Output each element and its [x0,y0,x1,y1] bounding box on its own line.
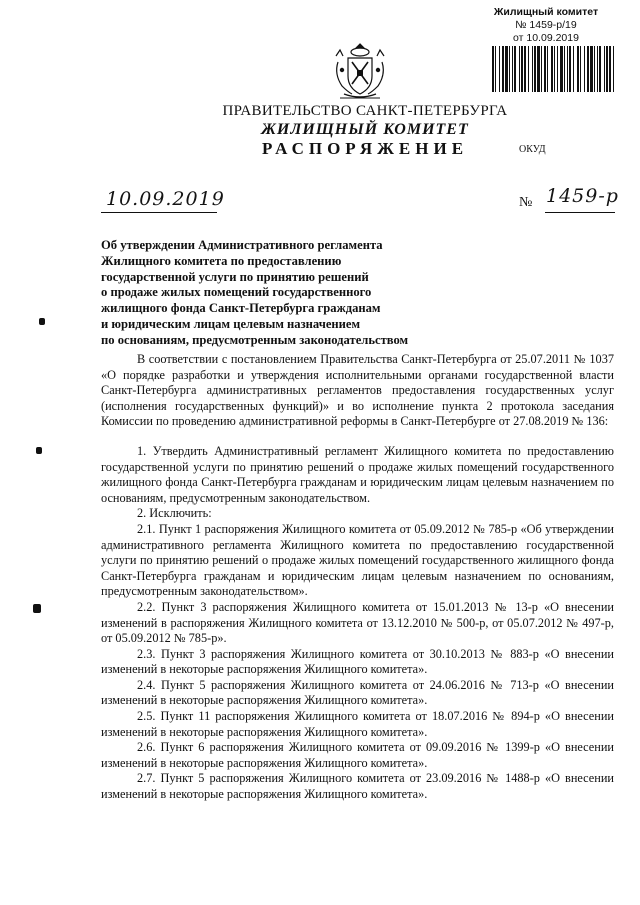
barcode-bar [495,46,496,92]
barcode-bar [524,46,526,92]
stamp-number: № 1459-р/19 [515,19,577,31]
item-1: 1. Утвердить Административный регламент Жилищного комитета по предоставлению государственной услуги по принятию решений о продаже жилых помещений государственного жилищного фонда Санкт-Петербурга гражданам и юридическим лицам целевым назначением по основаниям, предусмотренным законодательством. [101,443,614,505]
margin-mark [33,604,41,613]
title-line: о продаже жилых помещений государственного [101,285,372,300]
barcode-bar [560,46,563,92]
barcode-bar [594,46,595,92]
barcode-bar [597,46,598,92]
barcode-bar [509,46,510,92]
barcode-bar [532,46,533,92]
barcode-bar [547,46,548,92]
item-2: 2. Исключить: [137,506,212,521]
handwritten-date: 10.09.2019 [106,188,225,210]
barcode-bar [551,46,553,92]
barcode-bar [502,46,504,92]
barcode-bar [544,46,546,92]
barcode-bar [573,46,574,92]
title-line: и юридическим лицам целевым назначением [101,316,361,331]
title-line: государственной услуги по принятию решений [101,269,369,284]
handwritten-number: 1459-р [546,185,619,207]
barcode-bar [537,46,540,92]
stamp-org: Жилищный комитет [493,6,599,18]
barcode-bar [534,46,536,92]
government-name: ПРАВИТЕЛЬСТВО САНКТ-ПЕТЕРБУРГА [222,103,508,119]
barcode-bar [599,46,601,92]
margin-mark [39,318,45,325]
barcode-bar [512,46,513,92]
date-underline [101,212,217,213]
barcode-bar [528,46,529,92]
barcode-bar [514,46,516,92]
barcode-bar [492,46,494,92]
barcode-bar [569,46,571,92]
item-2-5: 2.5. Пункт 11 распоряжения Жилищного комитета от 18.07.2016 № 894-р «О внесении изменений в некоторые распоряжения Жилищного комитета». [101,709,614,739]
document-title [101,238,441,349]
barcode-bar [580,46,581,92]
item-2-6: 2.6. Пункт 6 распоряжения Жилищного комитета от 09.09.2016 № 1399-р «О внесении изменений в некоторые распоряжения Жилищного комитета». [101,740,614,770]
barcode-bar [499,46,500,92]
title-line: Жилищного комитета по предоставлению [101,253,342,268]
number-underline [545,212,615,213]
document-type: РАСПОРЯЖЕНИЕ [261,139,469,158]
stamp-date: от 10.09.2019 [513,32,579,44]
margin-mark [36,447,42,454]
title-line: Об утверждении Административного регламента [101,238,383,252]
committee-name: ЖИЛИЩНЫЙ КОМИТЕТ [261,121,469,138]
item-2-4: 2.4. Пункт 5 распоряжения Жилищного комитета от 24.06.2016 № 713-р «О внесении изменений в некоторые распоряжения Жилищного комитета». [101,677,614,708]
barcode-bar [606,46,608,92]
item-2-2: 2.2. Пункт 3 распоряжения Жилищного комитета от 15.01.2013 № 13-р «О внесении изменений в распоряжения Жилищного комитета от 13.12.2010 № 500-р, от 05.07.2012 № 497-р, от 05.09.2012 № 785-р». [101,599,614,646]
barcode-bar [604,46,605,92]
barcode-bar [577,46,579,92]
title-line: жилищного фонда Санкт-Петербурга гражданам [101,301,381,316]
title-line: по основаниям, предусмотренным законодательством [101,332,409,347]
barcode-bar [505,46,508,92]
barcode-bar [554,46,555,92]
registration-stamp [476,6,616,45]
item-2-3: 2.3. Пункт 3 распоряжения Жилищного комитета от 30.10.2013 № 883-р «О внесении изменений в некоторые распоряжения Жилищного комитета». [101,646,614,677]
barcode-bar [519,46,520,92]
okud-label: ОКУД [519,144,546,155]
preamble: В соответствии с постановлением Правительства Санкт-Петербурга от 25.07.2011 № 1037 «О порядке разработки и утверждения исполнительными органами государственной власти Санкт-Петербурга административных регламентов предоставления государственных услуг (исполнения государственных функций)» и во исполнение пункта 2 протокола заседания Комиссии по проведению административной реформы в Санкт-Петербурге от 27.08.2019 № 136: [101,352,614,429]
barcode-icon [492,46,614,92]
barcode-bar [564,46,565,92]
barcode-bar [609,46,611,92]
barcode-bar [521,46,523,92]
barcode-bar [557,46,558,92]
coat-of-arms-icon [330,40,390,102]
barcode-bar [567,46,568,92]
barcode-bar [590,46,593,92]
barcode-bar [613,46,614,92]
number-sign: № [519,195,533,210]
document-body [101,352,614,803]
barcode-bar [587,46,589,92]
barcode-bar [541,46,542,92]
item-2-7: 2.7. Пункт 5 распоряжения Жилищного комитета от 23.09.2016 № 1488-р «О внесении изменений в некоторые распоряжения Жилищного комитета». [101,771,614,802]
item-2-1: 2.1. Пункт 1 распоряжения Жилищного комитета от 05.09.2012 № 785-р «Об утверждении административного регламента Жилищного комитета по предоставлению государственной услуги по принятию решений о продаже жилых помещений государственного жилищного фонда Санкт-Петербурга гражданам и юридическим лицам целевым назначением по основаниям, предусмотренным законодательством». [101,521,614,599]
barcode-bar [584,46,585,92]
